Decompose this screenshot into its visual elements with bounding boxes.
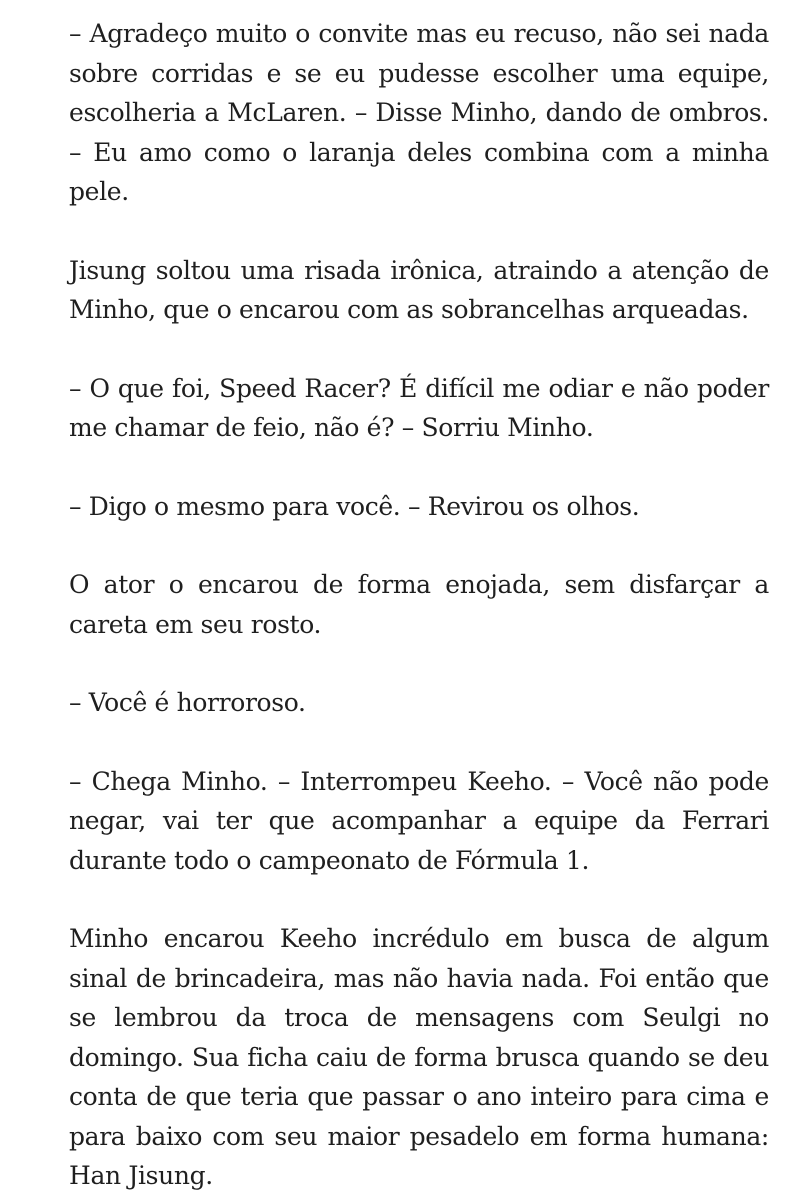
paragraph-3: – O que foi, Speed Racer? É difícil me odiar e não poder me chamar de feio, não é? – Sorriu Minho.	[69, 373, 769, 442]
paragraph-6: – Você é horroroso.	[69, 688, 306, 717]
paragraph-5: O ator o encarou de forma enojada, sem disfarçar a careta em seu rosto.	[69, 570, 769, 639]
paragraph-4: – Digo o mesmo para você. – Revirou os olhos.	[69, 491, 640, 521]
paragraph-8: Minho encarou Keeho incrédulo em busca de algum sinal de brincadeira, mas não havia nada. Foi então que se lembrou da troca de mensagens com Seulgi no domingo. Sua ficha caiu de forma brusca quando se deu conta de que teria que passar o ano inteiro para cima e para baixo com seu maior pesadelo em forma humana: Han Jisung.	[69, 924, 769, 1190]
paragraph-2: Jisung soltou uma risada irônica, atraindo a atenção de Minho, que o encarou com as sobrancelhas arqueadas.	[69, 255, 769, 324]
paragraph-7: – Chega Minho. – Interrompeu Keeho. – Você não pode negar, vai ter que acompanhar a equipe da Ferrari durante todo o campeonato de Fórmula 1.	[69, 766, 769, 875]
paragraph-1: – Agradeço muito o convite mas eu recuso, não sei nada sobre corridas e se eu pudesse escolher uma equipe, escolheria a McLaren. – Disse Minho, dando de ombros. – Eu amo como o laranja deles combina com a minha pele.	[69, 19, 769, 206]
